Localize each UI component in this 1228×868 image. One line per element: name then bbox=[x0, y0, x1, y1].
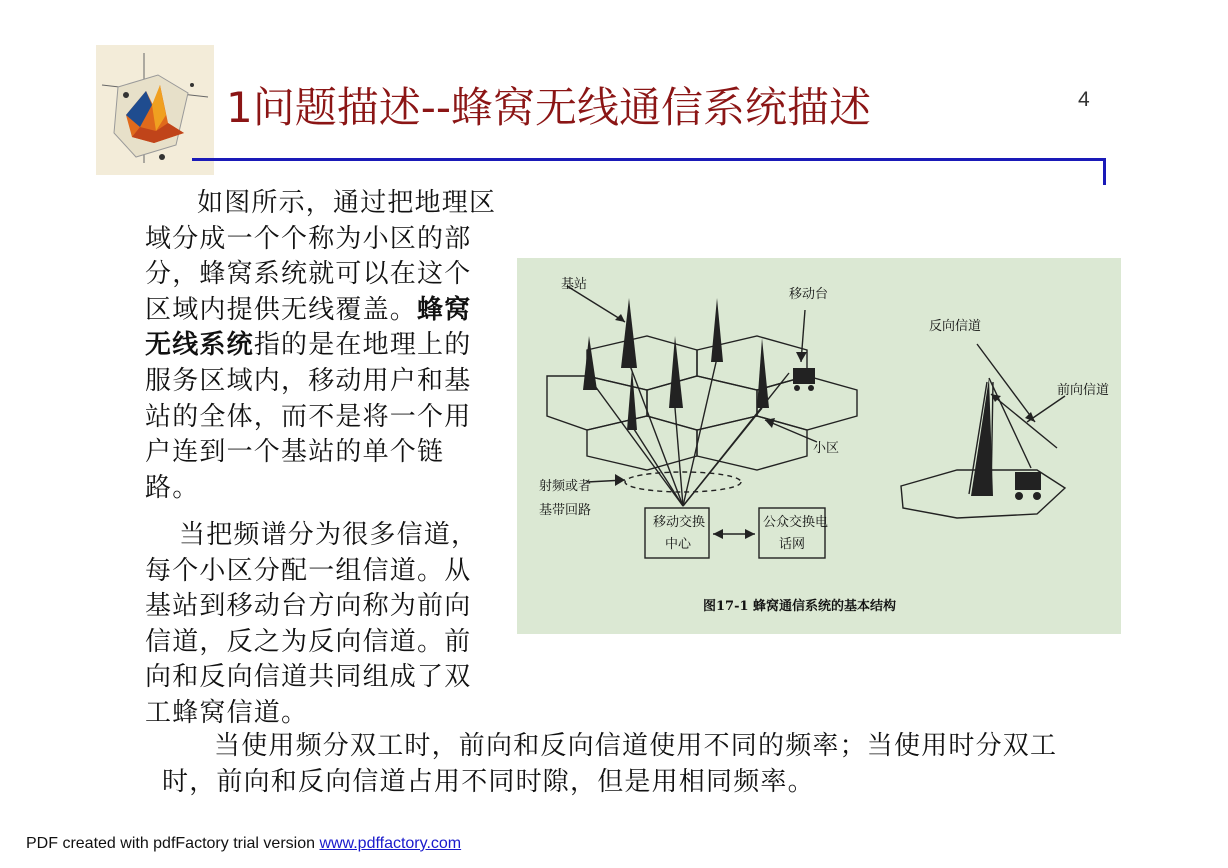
fig-label-rf-2: 基带回路 bbox=[539, 503, 592, 518]
p3-text: 当使用频分双工时，前向和反向信道使用不同的频率；当使用时分双工时，前向和反向信道占用不同时隙，但是用相同频率。 bbox=[162, 731, 1058, 797]
pdf-footer bbox=[26, 835, 461, 853]
paragraph-channels bbox=[145, 518, 497, 732]
p2-text: 当把频谱分为很多信道，每个小区分配一组信道。从基站到移动台方向称为前向信道，反之为反向信道。前向和反向信道共同组成了双工蜂窝信道。 bbox=[145, 520, 479, 728]
footer-text: PDF created with pdfFactory trial version bbox=[26, 835, 320, 852]
p1-bold-term: 蜂窝无线系统 bbox=[145, 294, 472, 361]
p1-rest: 指的是在地理上的服务区域内，移动用户和基站的全体，而不是将一个用户连到一个基站的单个链路。 bbox=[145, 330, 472, 503]
fig-label-pstn-2: 话网 bbox=[779, 537, 806, 552]
p1-text: 如图所示，通过把地理区域分成一个个称为小区的部分，蜂窝系统就可以在这个区域内提供无线覆盖。 bbox=[145, 188, 497, 325]
fig-label-pstn: 公众交换电 bbox=[763, 515, 829, 530]
fig-label-mobile: 移动台 bbox=[789, 287, 829, 302]
fig-label-reverse-channel: 反向信道 bbox=[929, 319, 982, 334]
cellular-system-figure bbox=[517, 258, 1121, 634]
fig-label-msc-2: 中心 bbox=[665, 537, 692, 552]
title-underline bbox=[192, 158, 1106, 161]
page-number: 4 bbox=[1078, 88, 1090, 111]
fig-label-forward-channel: 前向信道 bbox=[1057, 383, 1110, 398]
title-underline-corner bbox=[1103, 158, 1106, 185]
fig-label-base-station: 基站 bbox=[561, 277, 588, 292]
fig-label-msc: 移动交换 bbox=[653, 515, 706, 530]
paragraph-duplex bbox=[162, 728, 1082, 800]
fig-caption: 图17-1 蜂窝通信系统的基本结构 bbox=[703, 599, 897, 614]
footer-link[interactable]: www.pdffactory.com bbox=[319, 835, 462, 852]
fig-label-rf: 射频或者 bbox=[539, 479, 592, 494]
fig-label-cell: 小区 bbox=[813, 441, 840, 456]
paragraph-cellular-definition bbox=[145, 186, 497, 506]
slide-title: 1问题描述--蜂窝无线通信系统描述 bbox=[226, 83, 872, 132]
matlab-logo bbox=[96, 45, 214, 175]
